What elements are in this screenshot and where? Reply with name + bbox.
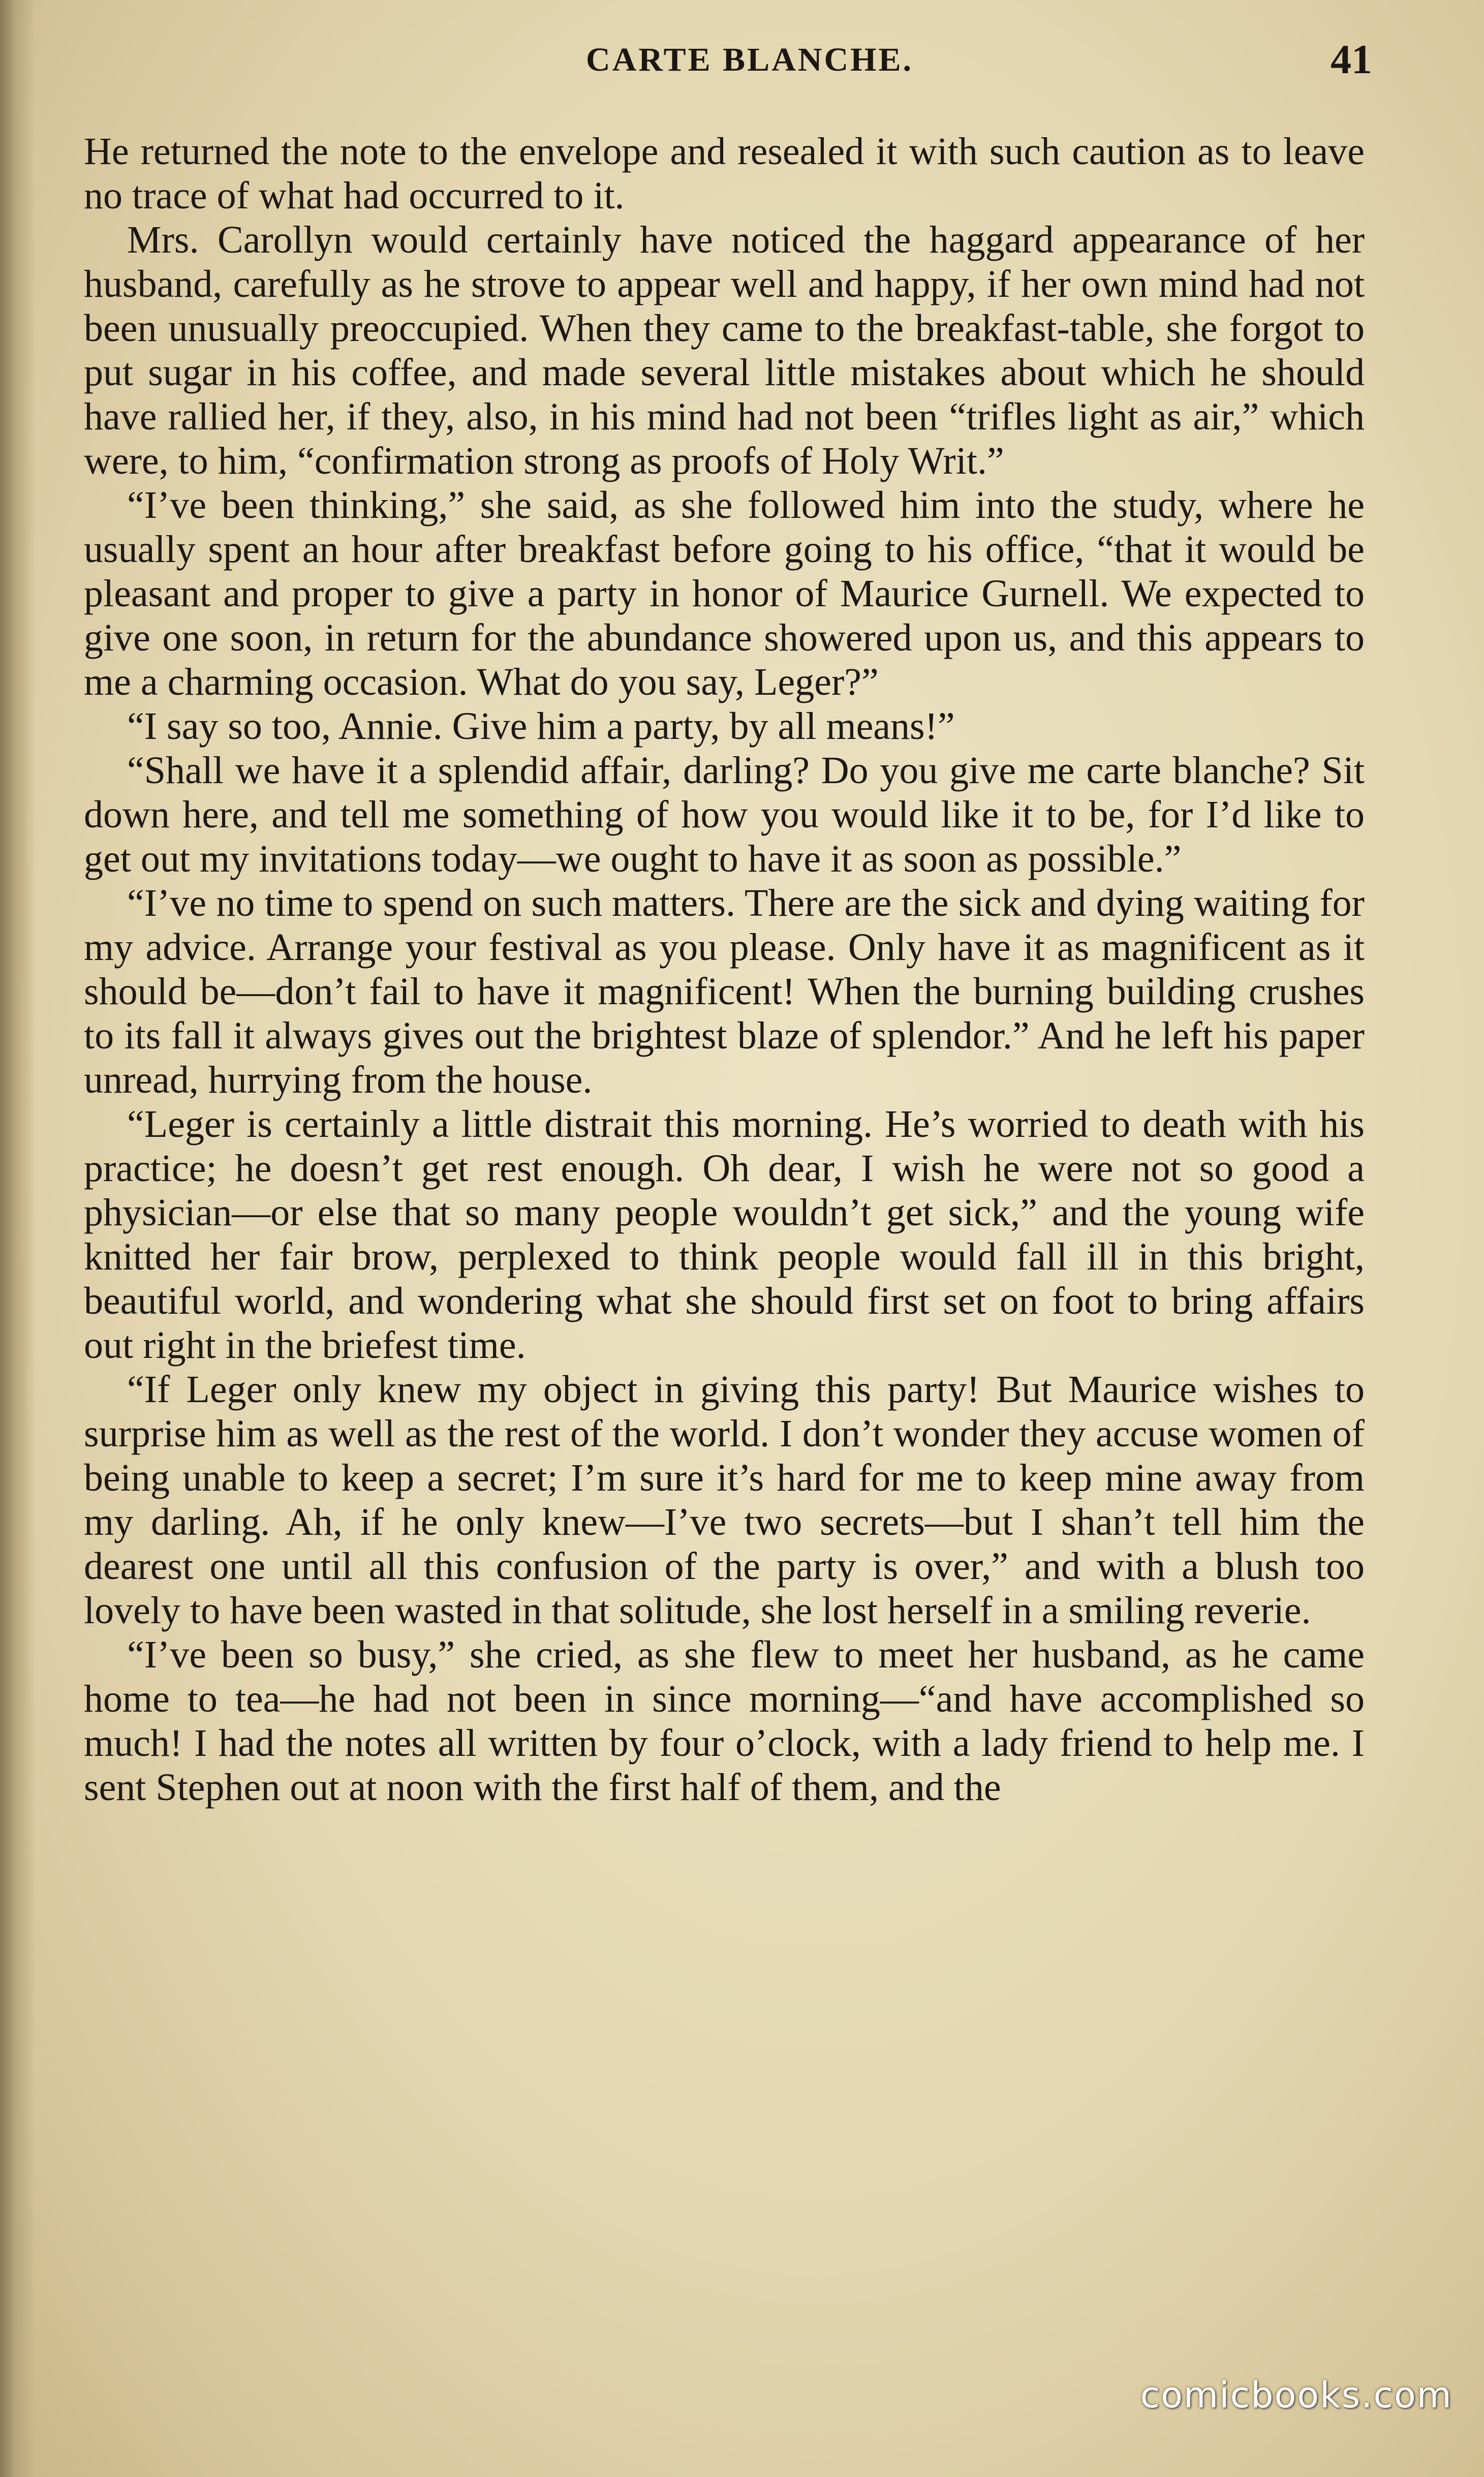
page-header xyxy=(127,36,1372,91)
page-gutter-shadow xyxy=(0,0,36,2477)
running-title: CARTE BLANCHE. xyxy=(585,41,914,78)
paragraph: “If Leger only knew my object in giving this party! But Maurice wishes to surprise him as well as the rest of the world. I don’t wonder they accuse women of being unable to keep a secret; I’m sure it’s hard for me to keep mine away from my darling. Ah, if he only knew—I’ve two secrets—but I shan’t tell him the dearest one until all this confusion of the party is over,” and with a blush too lovely to have been wasted in that solitude, she lost herself in a smiling reverie. xyxy=(84,1368,1365,1632)
page-number: 41 xyxy=(1331,36,1372,82)
paragraph: “Leger is certainly a little distrait this morning. He’s worried to death with his practice; he doesn’t get rest enough. Oh dear, I wish he were not so good a physician—or else that so many people wouldn’t get sick,” and the young wife knitted her fair brow, perplexed to think people would fall ill in this bright, beautiful world, and wondering what she should first set on foot to bring affairs out right in the briefest time. xyxy=(84,1103,1365,1367)
paragraph: He returned the note to the envelope and resealed it with such caution as to leave no trace of what had occurred to it. xyxy=(84,130,1365,217)
paragraph: “I’ve been thinking,” she said, as she followed him into the study, where he usually spent an hour after breakfast before going to his office, “that it would be pleasant and proper to give a party in honor of Maurice Gurnell. We expected to give one soon, in return for the abundance showered upon us, and this appears to me a charming occasion. What do you say, Leger?” xyxy=(84,484,1365,703)
watermark: comicbooks.com xyxy=(1140,2374,1452,2416)
paragraph: “I’ve been so busy,” she cried, as she flew to meet her husband, as he came home to tea—he had not been in since morning—“and have accomplished so much! I had the notes all written by four o’clock, with a lady friend to help me. I sent Stephen out at noon with the first half of them, and the xyxy=(84,1633,1365,1809)
paragraph: “I say so too, Annie. Give him a party, by all means!” xyxy=(127,705,955,748)
paragraph: “I’ve no time to spend on such matters. There are the sick and dying waiting for my advice. Arrange your festival as you please. Only have it as magnificent as it should be—don’t fail to have it magnificent! When the burning building crushes to its fall it always gives out the brightest blaze of splendor.” And he left his paper unread, hurrying from the house. xyxy=(84,882,1365,1101)
body-text xyxy=(84,130,1365,1810)
paragraph: “Shall we have it a splendid affair, darling? Do you give me carte blanche? Sit down here, and tell me something of how you would like it to be, for I’d like to get out my invitations today—we ought to have it as soon as possible.” xyxy=(84,749,1365,880)
paragraph: Mrs. Carollyn would certainly have noticed the haggard appearance of her husband, carefully as he strove to appear well and happy, if her own mind had not been unusually preoccupied. When they came to the breakfast-table, she forgot to put sugar in his coffee, and made several little mistakes about which he should have rallied her, if they, also, in his mind had not been “trifles light as air,” which were, to him, “confirmation strong as proofs of Holy Writ.” xyxy=(84,219,1365,482)
